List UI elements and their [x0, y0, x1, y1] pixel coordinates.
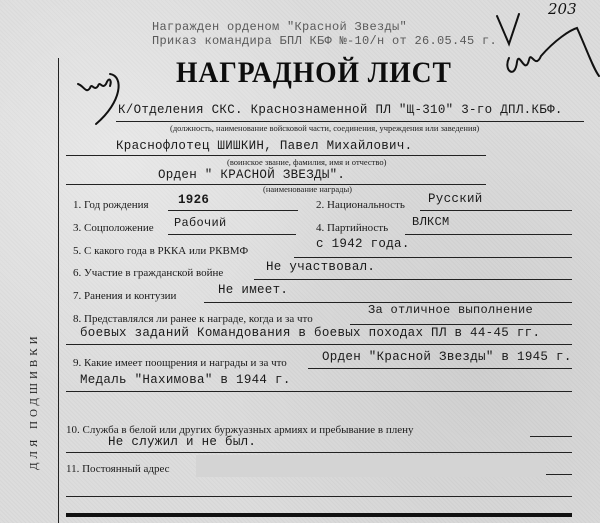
unit-underline [116, 121, 584, 122]
field-birth-year-underline [168, 210, 298, 211]
award-stamp-line-1: Награжден орденом "Красной Звезды" [152, 20, 408, 34]
unit-value: К/Отделения СКС. Краснознаменной ПЛ "Щ-310" 3-го ДПЛ.КБФ. [118, 103, 563, 117]
field-honors-value-1: Орден "Красной Звезды" в 1945 г. [322, 350, 572, 364]
field-honors-underline-2 [66, 391, 572, 392]
field-service-since-value: с 1942 года. [316, 237, 410, 251]
field-white-army-label: 10. Служба в белой или других буржуазных армиях и пребывание в плену [66, 424, 414, 436]
field-white-army-value: Не служил и не был. [108, 435, 257, 449]
field-address-underline-2 [66, 496, 572, 497]
field-previous-awards-underline-2 [66, 344, 572, 345]
field-previous-awards-label: 8. Представлялся ли ранее к награде, когда и за что [73, 313, 313, 325]
field-service-since-label: 5. С какого года в РККА или РКВМФ [73, 245, 249, 257]
field-previous-awards-value-1: За отличное выполнение [368, 303, 534, 317]
person-hint: (воинское звание, фамилия, имя и отчество) [227, 157, 387, 167]
binding-margin-line [58, 58, 59, 523]
award-stamp-line-2: Приказ командира БПЛ КБФ №-10/н от 26.05.45 г. [152, 34, 498, 48]
field-party-label: 4. Партийность [316, 222, 389, 234]
field-civil-war-value: Не участвовал. [266, 260, 376, 274]
field-white-army-underline-2 [66, 452, 572, 453]
field-party-value: ВЛКСМ [412, 215, 450, 229]
field-honors-underline-1 [308, 368, 572, 369]
field-previous-awards-underline-1 [350, 324, 572, 325]
field-address-label: 11. Постоянный адрес [66, 463, 170, 475]
person-underline [66, 155, 486, 156]
field-wounds-value: Не имеет. [218, 283, 289, 297]
person-value: Краснофлотец ШИШКИН, Павел Михайлович. [116, 139, 413, 153]
field-social-status-value: Рабочий [174, 216, 227, 230]
field-nationality-label: 2. Национальность [316, 199, 405, 211]
signature-initials-icon [76, 68, 126, 128]
field-service-since-underline [294, 257, 572, 258]
page-number: 203 [548, 0, 577, 18]
address-redaction [196, 455, 546, 477]
field-wounds-label: 7. Ранения и контузии [73, 290, 177, 302]
field-party-underline [405, 234, 572, 235]
field-previous-awards-value-2: боевых заданий Командования в боевых походах ПЛ в 44-45 гг. [80, 326, 541, 340]
field-civil-war-label: 6. Участие в гражданской войне [73, 267, 224, 279]
field-white-army-underline-1 [530, 436, 572, 437]
section-divider [66, 513, 572, 517]
award-hint: (наименование награды) [263, 184, 353, 194]
unit-hint: (должность, наименование войсковой части, соединения, учреждения или заведения) [170, 123, 480, 133]
field-civil-war-underline [254, 279, 572, 280]
binding-margin-label: ДЛЯ ПОДШИВКИ [28, 332, 40, 470]
award-value: Орден " КРАСНОЙ ЗВЕЗДЫ". [158, 168, 346, 182]
page-title: НАГРАДНОЙ ЛИСТ [176, 56, 452, 89]
field-nationality-value: Русский [428, 192, 483, 206]
field-birth-year-value: 1926 [178, 193, 210, 207]
field-honors-label: 9. Какие имеет поощрения и награды и за что [73, 357, 287, 369]
signature-mark-icon [495, 10, 600, 80]
field-birth-year-label: 1. Год рождения [73, 199, 149, 211]
field-address-underline [546, 474, 572, 475]
field-social-status-underline [168, 234, 296, 235]
field-nationality-underline [420, 210, 572, 211]
field-honors-value-2: Медаль "Нахимова" в 1944 г. [80, 373, 291, 387]
field-social-status-label: 3. Соцположение [73, 222, 154, 234]
